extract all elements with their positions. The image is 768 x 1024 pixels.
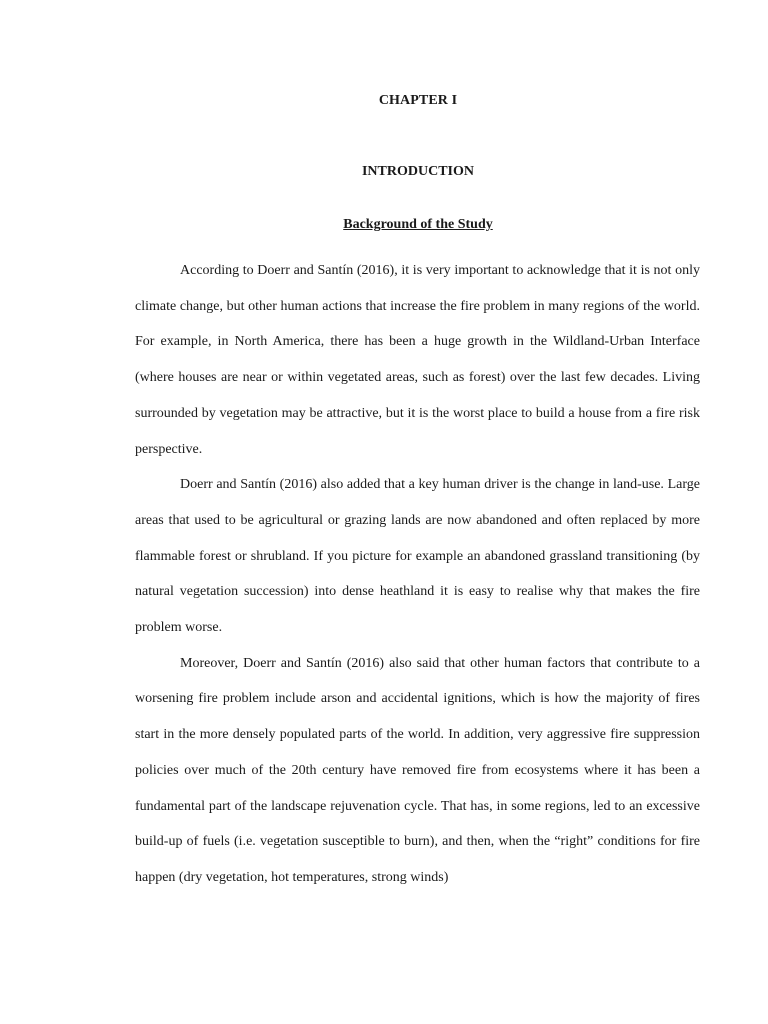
body-text (135, 253, 700, 896)
section-heading: Background of the Study (343, 217, 493, 232)
paragraph-2: Doerr and Santín (2016) also added that a key human driver is the change in land-use. Large areas that used to be agricultural or grazing lands are now abandoned and often replaced by more flammable forest or shrubland. If you picture for example an abandoned grassland transitioning (by natural vegetation succession) into dense heathland it is easy to realise why that makes the fire problem worse. (135, 477, 700, 636)
chapter-title: INTRODUCTION (361, 164, 474, 179)
paragraph-3: Moreover, Doerr and Santín (2016) also said that other human factors that contribute to a worsening fire problem include arson and accidental ignitions, which is how the majority of fires start in the more densely populated parts of the world. In addition, very aggressive fire suppression policies over much of the 20th century have removed fire from ecosystems where it has been a fundamental part of the landscape rejuvenation cycle. That has, in some regions, led to an excessive build-up of fuels (i.e. vegetation susceptible to burn), and then, when the “right” conditions for fire happen (dry vegetation, hot temperatures, strong winds) (135, 655, 700, 885)
paragraph-1: According to Doerr and Santín (2016), it is very important to acknowledge that it is not only climate change, but other human actions that increase the fire problem in many regions of the world. For example, in North America, there has been a huge growth in the Wildland-Urban Interface (where houses are near or within vegetated areas, such as forest) over the last few decades. Living surrounded by vegetation may be attractive, but it is the worst place to build a house from a fire risk perspective. (135, 263, 700, 457)
chapter-label: CHAPTER I (378, 93, 458, 108)
